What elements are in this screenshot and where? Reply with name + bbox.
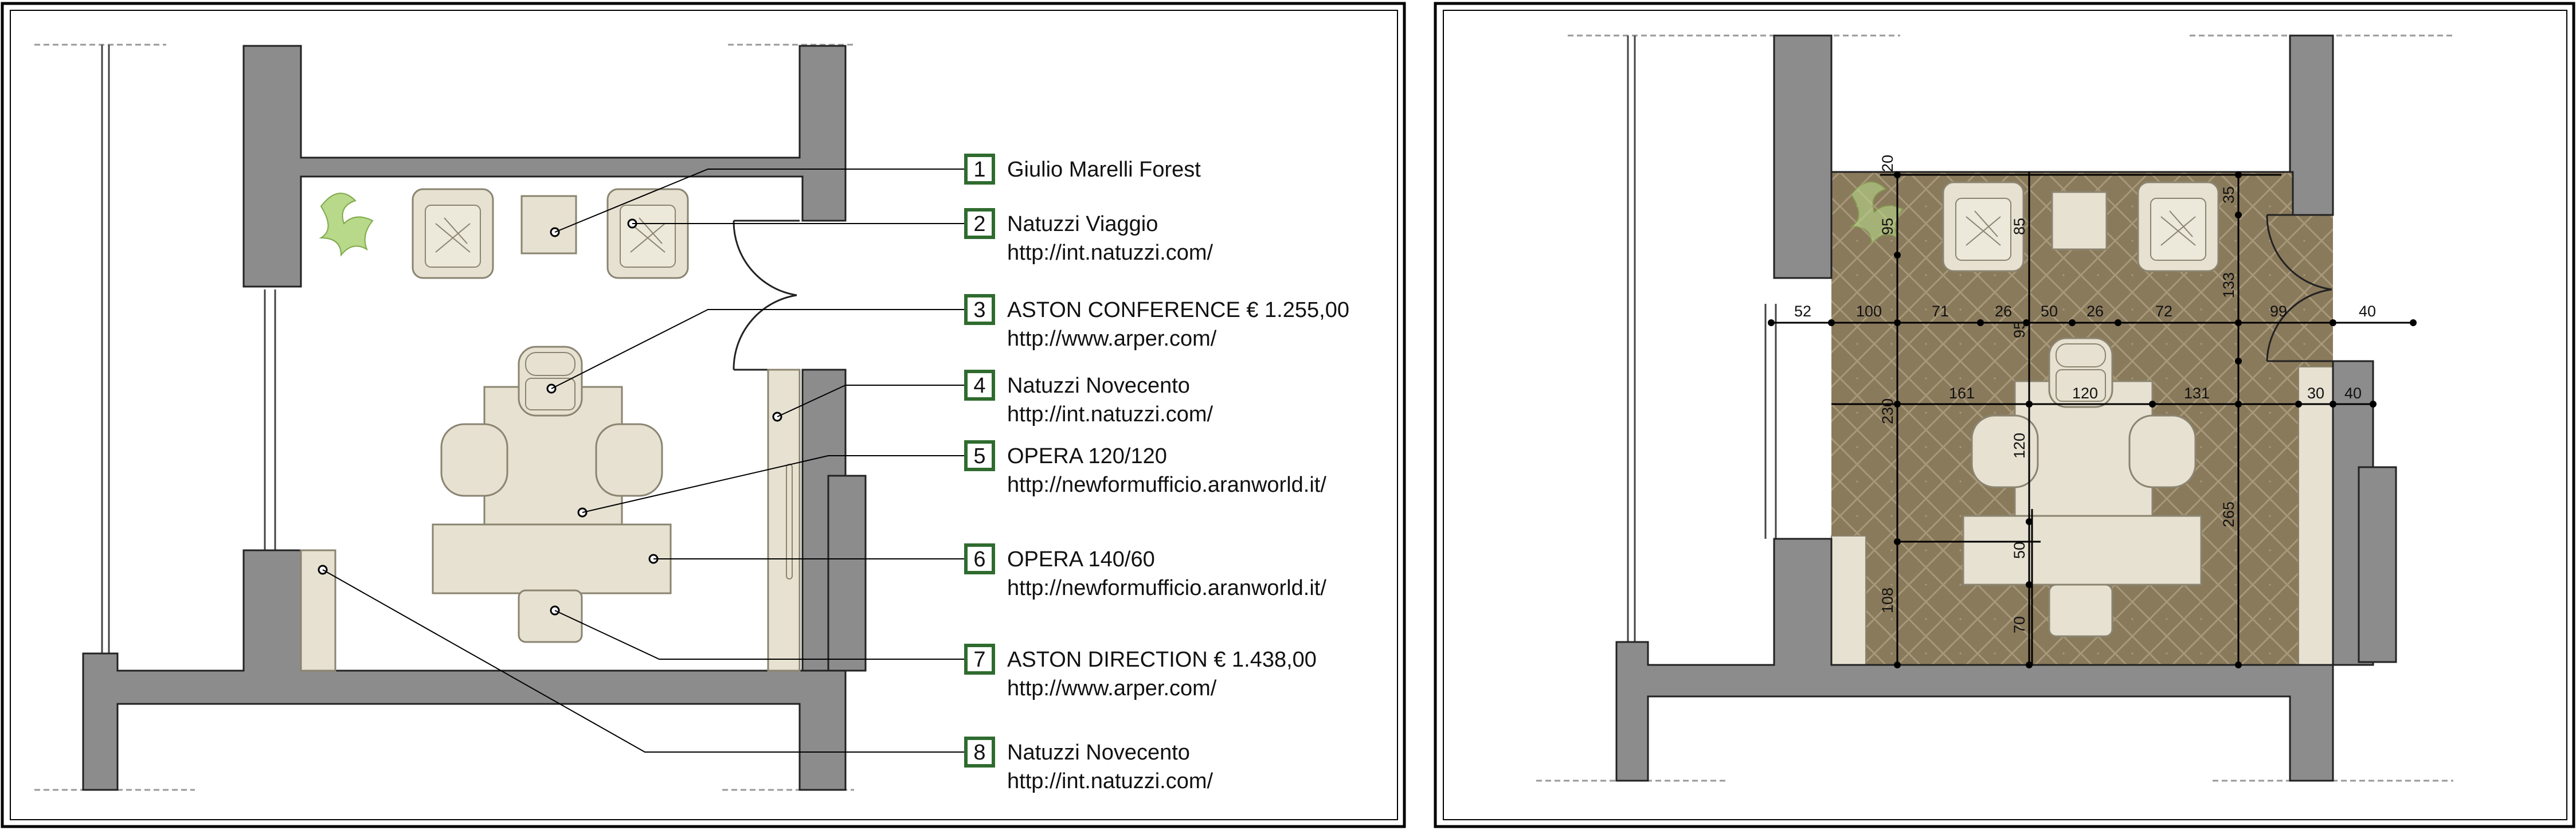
dim-h-120: 120 <box>2072 385 2099 402</box>
sofa-left <box>413 189 493 278</box>
dim-v-120: 120 <box>2011 432 2028 459</box>
dim-right-mid: 133 <box>2220 272 2237 298</box>
legend-number: 4 <box>973 374 986 398</box>
dim-h-161: 161 <box>1949 385 1975 402</box>
legend-item <box>966 738 1213 793</box>
dim-sofa-depth-2: 85 <box>2011 217 2028 235</box>
legend-product-name: OPERA 120/120 <box>1007 444 1167 468</box>
dim-row-52: 52 <box>1794 303 1812 320</box>
dim-row-26b: 26 <box>2086 303 2104 320</box>
dim-row-40a: 40 <box>2359 303 2377 320</box>
chair-left <box>441 424 507 496</box>
chair-right-right <box>2129 416 2195 487</box>
floor-right-strip <box>2299 367 2333 665</box>
legend-number: 6 <box>973 547 986 571</box>
chair-top <box>519 347 582 416</box>
dim-h-30: 30 <box>2307 385 2325 402</box>
legend-product-name: Natuzzi Novecento <box>1007 741 1190 765</box>
dim-v-230: 230 <box>1879 398 1896 424</box>
legend-product-name: OPERA 140/60 <box>1007 547 1155 571</box>
dim-row-26a: 26 <box>1995 303 2013 320</box>
dim-right-top: 35 <box>2220 186 2237 203</box>
legend-item <box>966 371 1213 426</box>
dim-row-99: 99 <box>2270 303 2288 320</box>
legend-product-name: Giulio Marelli Forest <box>1007 158 1201 182</box>
dim-top-rail: 20 <box>1879 154 1896 172</box>
legend-product-url[interactable]: http://int.natuzzi.com/ <box>1007 769 1213 793</box>
wall-right-column <box>828 476 866 671</box>
legend-product-url[interactable]: http://newformufficio.aranworld.it/ <box>1007 576 1326 600</box>
sofa-right <box>608 189 688 278</box>
legend-number: 7 <box>973 648 986 672</box>
window-lines-right <box>1628 36 1776 642</box>
dim-h-131: 131 <box>2184 385 2210 402</box>
legend-item <box>966 210 1213 265</box>
legend-product-url[interactable]: http://www.arper.com/ <box>1007 676 1217 700</box>
legend <box>966 155 1349 793</box>
desk-chair-right <box>2049 585 2112 636</box>
dim-row-71: 71 <box>1932 303 1949 320</box>
legend-product-url[interactable]: http://newformufficio.aranworld.it/ <box>1007 473 1326 497</box>
door-swing <box>734 221 800 370</box>
legend-item <box>966 545 1326 600</box>
legend-product-name: Natuzzi Novecento <box>1007 374 1190 398</box>
legend-item <box>966 442 1326 497</box>
legend-number: 1 <box>973 158 986 182</box>
legend-item <box>966 645 1317 700</box>
sofa-right-right <box>2138 182 2218 271</box>
dim-v-95: 95 <box>2011 320 2028 338</box>
dim-v-265: 265 <box>2220 501 2237 527</box>
legend-number: 5 <box>973 444 986 468</box>
legend-item <box>966 296 1349 351</box>
dim-row-72: 72 <box>2155 303 2173 320</box>
desk-right <box>1963 516 2201 585</box>
legend-number: 2 <box>973 212 986 236</box>
dim-row-100: 100 <box>1856 303 1882 320</box>
desk-chair <box>519 590 582 642</box>
desk <box>433 524 671 593</box>
coffee-table-right <box>2052 192 2107 249</box>
dim-v-108: 108 <box>1879 587 1896 613</box>
dim-v-70: 70 <box>2011 616 2028 633</box>
right-plan <box>1536 36 2453 781</box>
legend-number: 8 <box>973 741 986 765</box>
legend-product-name: ASTON CONFERENCE € 1.255,00 <box>1007 298 1349 322</box>
legend-product-url[interactable]: http://int.natuzzi.com/ <box>1007 241 1213 265</box>
dim-v-50: 50 <box>2011 541 2028 559</box>
left-plan <box>34 45 966 790</box>
legend-product-url[interactable]: http://www.arper.com/ <box>1007 327 1217 351</box>
legend-item <box>966 155 1201 183</box>
cabinet-right-handle <box>786 464 792 579</box>
dim-h-40b: 40 <box>2344 385 2362 402</box>
dim-sofa-depth: 95 <box>1879 217 1896 235</box>
coffee-table <box>522 196 576 253</box>
legend-product-url[interactable]: http://int.natuzzi.com/ <box>1007 402 1213 426</box>
legend-product-name: ASTON DIRECTION € 1.438,00 <box>1007 648 1317 672</box>
legend-product-name: Natuzzi Viaggio <box>1007 212 1158 236</box>
walls <box>83 46 866 790</box>
dim-row-50: 50 <box>2041 303 2058 320</box>
legend-number: 3 <box>973 298 986 322</box>
floor-left-strip <box>1831 536 1866 665</box>
plant-icon <box>321 193 373 255</box>
chair-right <box>596 424 662 496</box>
